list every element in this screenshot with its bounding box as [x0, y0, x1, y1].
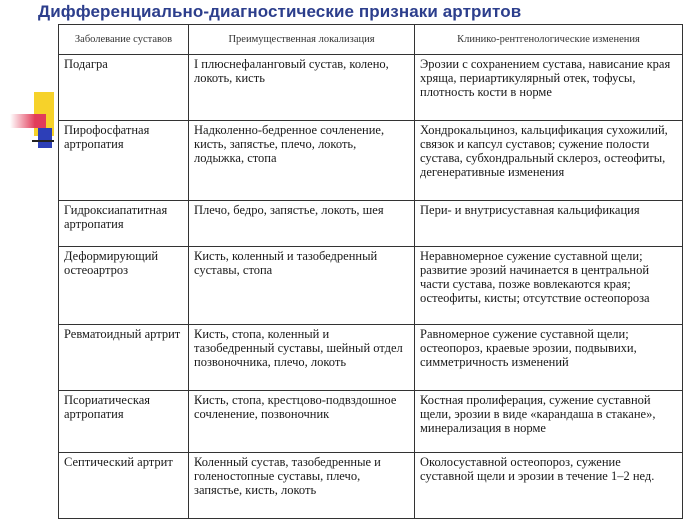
- disease-cell: Пирофосфатная артропатия: [59, 121, 189, 201]
- location-cell: Кисть, стопа, коленный и тазобедренный суставы, шейный отдел позвоночника, плечо, локоть: [189, 325, 415, 391]
- changes-cell: Неравномерное сужение суставной щели; развитие эрозий начинается в центральной части сустава, позже вовлекаются края; остеофиты, кисты; отсутствие остеопороза: [415, 247, 683, 325]
- disease-cell: Гидроксиапатитная артропатия: [59, 201, 189, 247]
- changes-cell: Околосуставной остеопороз, сужение суставной щели и эрозии в течение 1–2 нед.: [415, 453, 683, 519]
- table-row: [59, 391, 683, 453]
- disease-cell: Подагра: [59, 55, 189, 121]
- location-cell: Надколенно-бедренное сочленение, кисть, запястье, плечо, локоть, лодыжка, стопа: [189, 121, 415, 201]
- changes-cell: Эрозии с сохранением сустава, нависание края хряща, периартикулярный отек, тофусы, плотность кости в норме: [415, 55, 683, 121]
- changes-cell: Пери- и внутрисуставная кальцификация: [415, 201, 683, 247]
- decor-blue-square: [38, 128, 52, 148]
- disease-cell: Деформирующий остеоартроз: [59, 247, 189, 325]
- location-cell: I плюснефаланговый сустав, колено, локоть, кисть: [189, 55, 415, 121]
- header-changes: Клинико-рентгенологические изменения: [415, 25, 683, 55]
- table-row: [59, 55, 683, 121]
- disease-cell: Септический артрит: [59, 453, 189, 519]
- table-header-row: [59, 25, 683, 55]
- location-cell: Кисть, коленный и тазобедренный суставы, стопа: [189, 247, 415, 325]
- table-row: [59, 121, 683, 201]
- header-disease: Заболевание суставов: [59, 25, 189, 55]
- header-location: Преимущественная локализация: [189, 25, 415, 55]
- table-row: [59, 247, 683, 325]
- table-row: [59, 325, 683, 391]
- page-title: Дифференциально-диагностические признаки артритов: [38, 2, 522, 21]
- changes-cell: Равномерное сужение суставной щели; остеопороз, краевые эрозии, подвывихи, симметричность изменений: [415, 325, 683, 391]
- decor-red-bar: [10, 114, 46, 128]
- disease-cell: Ревматоидный артрит: [59, 325, 189, 391]
- changes-cell: Хондрокальциноз, кальцификация сухожилий, связок и капсул суставов; сужение полости сустава, субхондральный склероз, остеофиты, дегенеративные изменения: [415, 121, 683, 201]
- decor-line: [32, 140, 54, 142]
- table-row: [59, 201, 683, 247]
- table-row: [59, 453, 683, 519]
- location-cell: Коленный сустав, тазобедренные и голеностопные суставы, плечо, запястье, кисть, локоть: [189, 453, 415, 519]
- location-cell: Плечо, бедро, запястье, локоть, шея: [189, 201, 415, 247]
- arthritis-table: [58, 24, 683, 519]
- location-cell: Кисть, стопа, крестцово-подвздошное сочленение, позвоночник: [189, 391, 415, 453]
- changes-cell: Костная пролиферация, сужение суставной щели, эрозии в виде «карандаша в стакане», минерализация в норме: [415, 391, 683, 453]
- disease-cell: Псориатическая артропатия: [59, 391, 189, 453]
